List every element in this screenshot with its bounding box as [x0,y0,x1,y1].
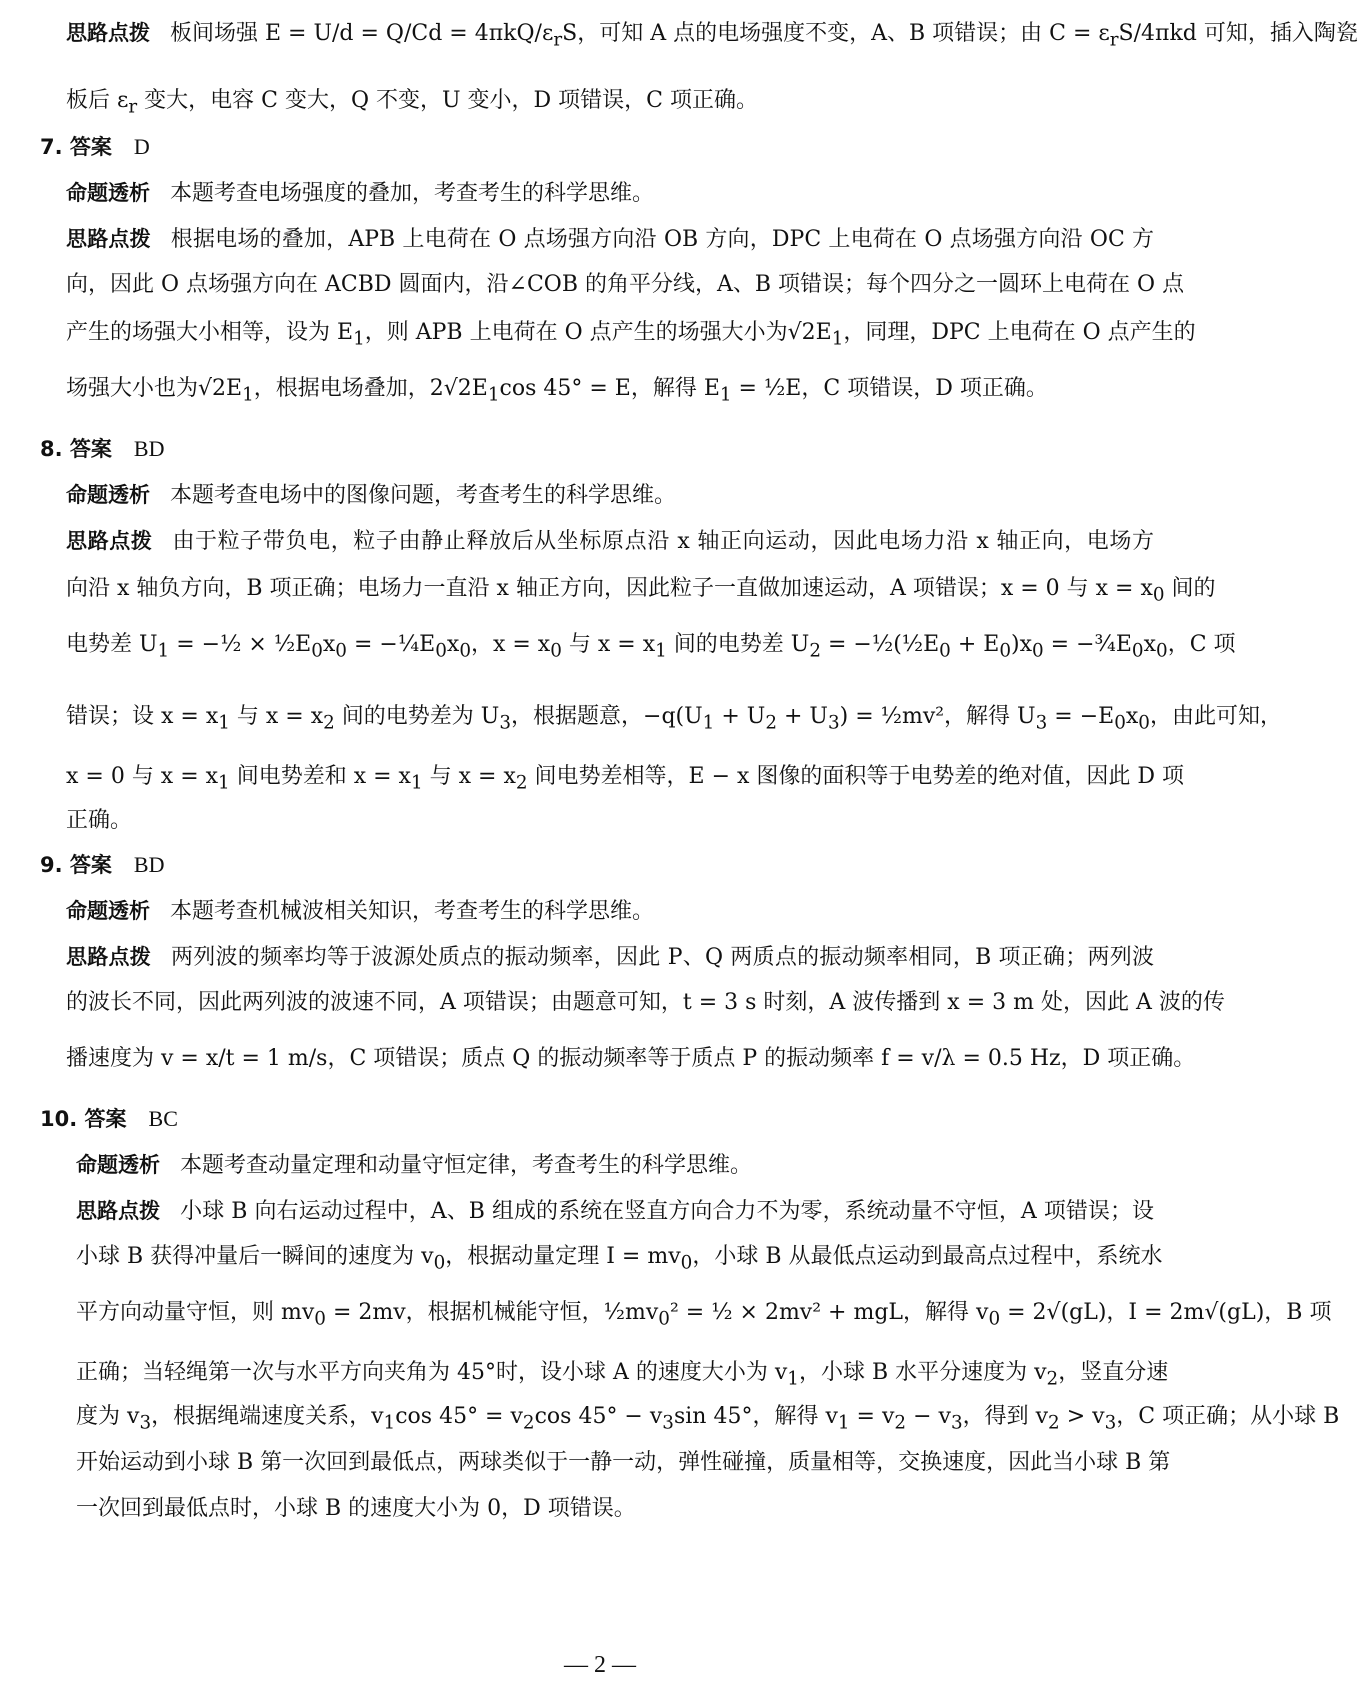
body-text: 场强大小也为$√2E_1$，根据电场叠加，$2√2E_1\cos$ 45° = E，解得 $E_1$ = ½E，C 项错误，D 项正确。 [66,376,1048,406]
section-label: 命题透析 [76,1153,160,1177]
body-text: 电势差 $U_1$ = −½ × $\frac{1}{2}E_0x_0$ = $-\frac{1}{4}E_0x_0$，$x = x_0$ 与 $x = x_1$ 间的电势差 $U_2$ = $-\frac{1}{2}(\frac{1}{2}E_0 + E_0)x_0$ = $-\frac{3}{4}E_0x_0$，C 项 [66,632,1236,662]
body-text: 错误；设 $x = x_1$ 与 $x = x_2$ 间的电势差为 $U_3$，根据题意，$-q(U_1 + U_2 + U_3)$ = ½mv²，解得 $U_3 = -E_0x_0$，由此可知， [66,704,1282,734]
text-line [76,1494,1154,1524]
question-answer-label: 8. 答案 [40,437,112,461]
body-text: 一次回到最低点时，小球 B 的速度大小为 0，D 项错误。 [76,1496,636,1521]
section-line [66,480,1154,511]
body-text: 本题考查动量定理和动量守恒定律，考查考生的科学思维。 [180,1153,753,1178]
body-text: 本题考查机械波相关知识，考查考生的科学思维。 [170,899,655,924]
text-line [66,374,1154,410]
body-text: 的波长不同，因此两列波的波速不同，A 项错误；由题意可知，t = 3 s 时刻，A 波传播到 x = 3 m 处，因此 A 波的传 [66,990,1225,1015]
text-line [66,806,1154,836]
section-line [66,526,1154,557]
section-line [66,896,1154,927]
answer-value: BD [133,436,165,461]
section-label: 命题透析 [66,483,150,507]
answer-value: D [133,134,150,159]
text-line [66,762,1185,798]
body-text: 度为 $v_3$，根据绳端速度关系，$v_1\cos$ $45^\circ = v_2\cos$ $45^\circ - v_3\sin$ 45°，解得 $v_1 = v_2 - v_3$，得到 $v_2 > v_3$，C 项正确；从小球 B [76,1404,1340,1434]
body-text: 播速度为 v = x/t = 1 m/s，C 项错误；质点 Q 的振动频率等于质点 P 的振动频率 f = v/λ = 0.5 Hz，D 项正确。 [66,1046,1196,1071]
text-line [76,1402,1340,1438]
answer-line [40,850,1154,881]
question-answer-label: 7. 答案 [40,135,112,159]
answer-line [40,434,1154,465]
body-text: 正确。 [66,808,133,833]
body-text: 正确；当轻绳第一次与水平方向夹角为 45°时，设小球 A 的速度大小为 $v_1$，小球 B 水平分速度为 $v_2$，竖直分速 [76,1360,1169,1390]
text-line [66,270,1185,300]
text-line [66,318,1196,354]
text-line [76,1242,1163,1278]
section-label: 命题透析 [66,899,150,923]
answer-value: BD [133,852,165,877]
text-line [66,1044,1196,1074]
text-line [66,702,1282,738]
body-text: 根据电场的叠加，APB 上电荷在 O 点场强方向沿 OB 方向，DPC 上电荷在 O 点场强方向沿 OC 方 [170,227,1154,252]
body-text: 向沿 x 轴负方向，B 项正确；电场力一直沿 x 轴正方向，因此粒子一直做加速运动，A 项错误；x = 0 与 $x = x_0$ 间的 [66,576,1216,606]
text-line [76,1448,1171,1478]
body-text: 小球 B 获得冲量后一瞬间的速度为 $v_0$，根据动量定理 $I = mv_0$，小球 B 从最低点运动到最高点过程中，系统水 [76,1244,1163,1274]
body-text: 平方向动量守恒，则 $mv_0 = 2mv$，根据机械能守恒，$\frac{1}{2}mv_0^2$ = ½ × 2mv² + mgL，解得 $v_0 = 2√(gL)$，I = 2m√(gL)，B 项 [76,1300,1332,1330]
body-text: 板间场强 $E = U/d = Q/Cd = 4\pi kQ/\varepsilon_rS$，可知 A 点的电场强度不变，A、B 项错误；由 $C = \varepsilon_rS/4\pi kd$ 可知，插入陶瓷 [170,21,1358,51]
section-line [66,224,1154,255]
text-line [76,1298,1332,1334]
text-line [66,86,1154,122]
body-text: 开始运动到小球 B 第一次回到最低点，两球类似于一静一动，弹性碰撞，质量相等，交换速度，因此当小球 B 第 [76,1450,1171,1475]
section-label: 思路点拨 [66,21,150,45]
body-text: 本题考查电场中的图像问题，考查考生的科学思维。 [170,483,677,508]
body-text: 本题考查电场强度的叠加，考查考生的科学思维。 [170,181,655,206]
section-line [66,178,1154,209]
body-text: x = 0 与 $x = x_1$ 间电势差和 $x = x_1$ 与 $x = x_2$ 间电势差相等，E − x 图像的面积等于电势差的绝对值，因此 D 项 [66,764,1185,794]
answer-value: BC [148,1106,178,1131]
text-line [66,630,1236,666]
question-answer-label: 9. 答案 [40,853,112,877]
section-line [66,18,1358,55]
section-label: 思路点拨 [76,1199,161,1223]
section-label: 命题透析 [66,181,150,205]
text-line [66,574,1216,610]
body-text: 产生的场强大小相等，设为 $E_1$，则 APB 上电荷在 O 点产生的场强大小为$√2E_1$，同理，DPC 上电荷在 O 点产生的 [66,320,1196,350]
answer-line [40,1104,1154,1135]
answer-line [40,132,1154,163]
question-answer-label: 10. 答案 [40,1107,127,1131]
section-line [66,942,1154,973]
body-text: 板后 $\varepsilon_r$ 变大，电容 C 变大，Q 不变，U 变小，D 项错误，C 项正确。 [66,88,759,118]
section-label: 思路点拨 [66,529,153,553]
section-label: 思路点拨 [66,227,151,251]
text-line [76,1358,1169,1394]
page-number: — 2 — [564,1652,636,1678]
body-text: 向，因此 O 点场强方向在 ACBD 圆面内，沿∠COB 的角平分线，A、B 项错误；每个四分之一圆环上电荷在 O 点 [66,272,1185,297]
section-line [76,1150,1154,1181]
body-text: 小球 B 向右运动过程中，A、B 组成的系统在竖直方向合力不为零，系统动量不守恒，A 项错误；设 [180,1199,1155,1224]
section-line [76,1196,1154,1227]
body-text: 由于粒子带负电，粒子由静止释放后从坐标原点沿 x 轴正向运动，因此电场力沿 x 轴正向，电场方 [172,529,1154,554]
body-text: 两列波的频率均等于波源处质点的振动频率，因此 P、Q 两质点的振动频率相同，B 项正确；两列波 [171,945,1154,970]
text-line [66,988,1225,1018]
section-label: 思路点拨 [66,945,151,969]
